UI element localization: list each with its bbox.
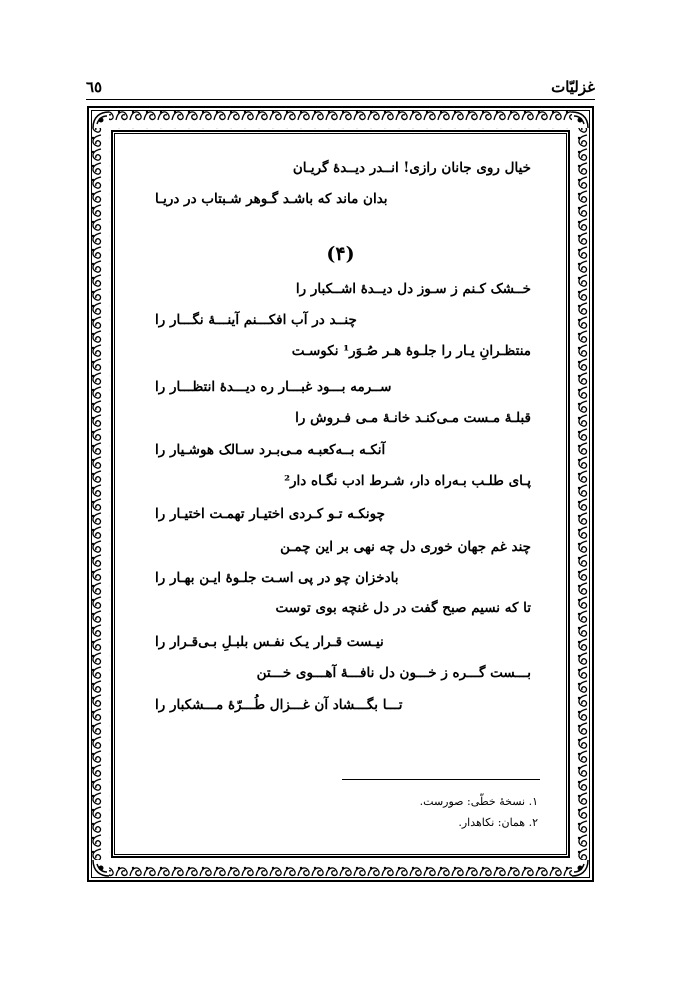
verse-line: بادخزان چو در پی اسـت جلـوهٔ ایـن بهـار را [155, 570, 399, 586]
verse-line: بدان ماند که باشـد گـوهر شـبتاب در دریـا [155, 191, 388, 207]
verse-line: چنــد در آب افکـــنم آینـــهٔ نگـــار را [155, 312, 357, 328]
verse-line: پـای طلـب بـه‌راه دار، شـرط ادب نگـاه دار² [284, 473, 531, 489]
verse-line: بـــست گـــره ز خـــون دل نافـــهٔ آهـــوی خـــتن [256, 665, 531, 681]
verse-line: تا که نسیم صبح گفت در دل غنچه بوی توست [275, 600, 531, 616]
verse-line: ســرمه بـــود غبـــار ره دیـــدهٔ انتظـــار را [155, 379, 392, 395]
verse-line: قبلـهٔ مـست مـی‌کنـد خانـهٔ مـی فـروش را [295, 410, 531, 426]
ornamental-border [87, 106, 594, 882]
verse-line: آنکـه بــه‌کعبـه مـی‌بـرد سـالک هوشـیار را [155, 442, 386, 458]
verse-line: منتظـرانِ یـار را جلـوهٔ هـر صُـوَر¹ نکوسـت [291, 343, 531, 359]
page-header [86, 74, 595, 100]
footnote: ۱. نسخهٔ خطّی: صورست. [419, 795, 538, 808]
verse-line: چونکـه تـو کـردی اختیـار تهمـت اختیـار را [155, 506, 385, 522]
section-title: غزلیّات [551, 78, 595, 96]
header-rule [86, 99, 595, 100]
border-inner-thin-line [114, 133, 567, 855]
footnote: ۲. همان: نکاهدار. [458, 816, 538, 829]
verse-line: نیـست قـرار یـک نفـس بلبـلِ بـی‌قـرار را [155, 634, 384, 650]
verse-line: خــشک کـنم ز سـوز دل دیــدهٔ اشــکبار را [295, 281, 531, 297]
page-number: ٦٥ [86, 78, 103, 96]
footnote-rule [342, 779, 540, 780]
ghazal-number: (۴) [326, 243, 355, 265]
verse-line: چند غم جهان خوری دل چه نهی بر این چمـن [280, 539, 531, 555]
verse-line: خیال روی جانان رازی! انــدر دیــدهٔ گریـان [292, 160, 531, 176]
verse-line: تـــا بگـــشاد آن غـــزال طُـــرّهٔ مـــشکبار را [155, 697, 403, 713]
